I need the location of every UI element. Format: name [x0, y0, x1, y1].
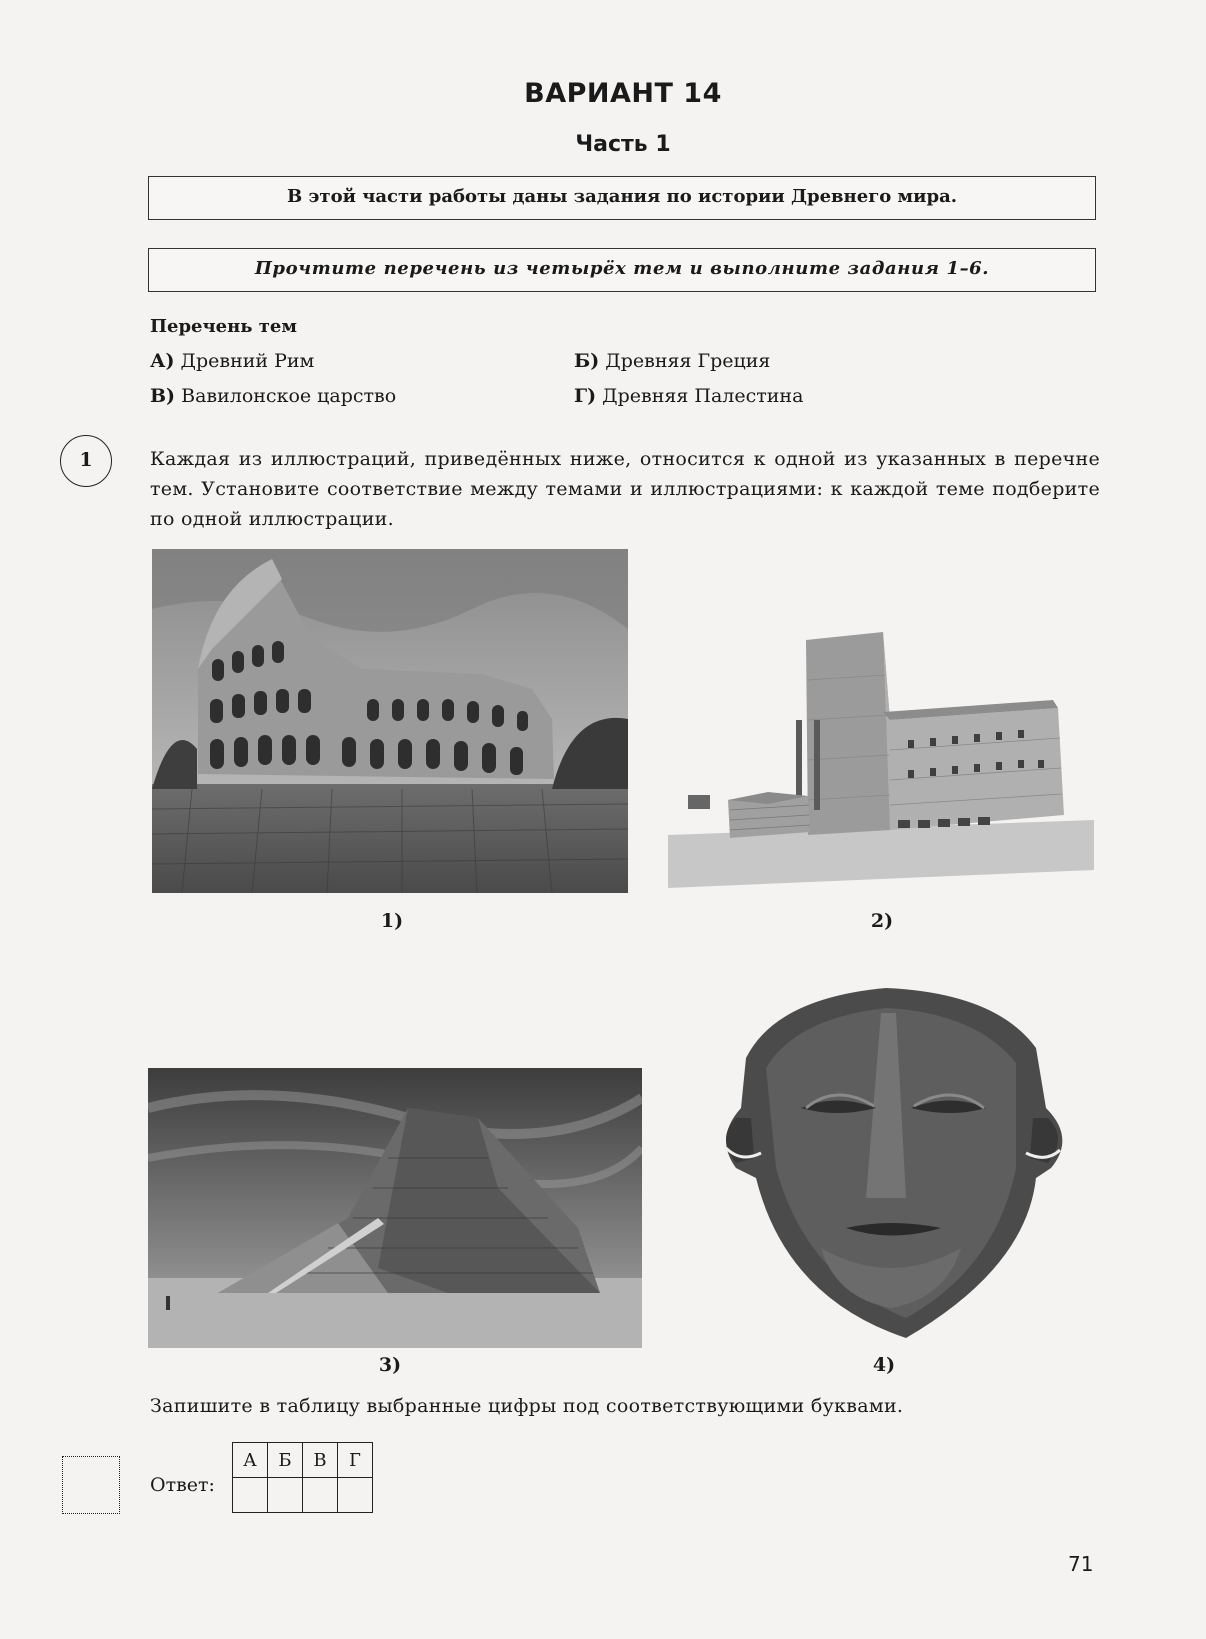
topic-text: Вавилонское царство: [181, 385, 397, 407]
task-text: Каждая из иллюстраций, приведённых ниже, относится к одной из указанных в перечне тем. Установите соответствие между темами и иллюстрациями: к каждой теме подберите по одной иллюстрации.: [150, 448, 1100, 530]
answer-cell-v[interactable]: [303, 1478, 338, 1513]
answer-cell-a[interactable]: [233, 1478, 268, 1513]
answer-cell-b[interactable]: [268, 1478, 303, 1513]
answer-column-a: А: [233, 1443, 268, 1478]
topic-letter: Б): [574, 350, 600, 372]
topic-text: Древняя Греция: [605, 350, 771, 372]
answer-column-b: Б: [268, 1443, 303, 1478]
topic-letter: В): [150, 385, 176, 407]
answer-input-row: [233, 1478, 373, 1513]
page-number: 71: [1068, 1552, 1094, 1576]
answer-column-g: Г: [338, 1443, 373, 1478]
topic-item-b: [574, 350, 770, 372]
topic-letter: Г): [574, 385, 597, 407]
score-box: [62, 1456, 120, 1514]
intro-note-box: В этой части работы даны задания по истории Древнего мира.: [148, 176, 1096, 220]
variant-title: ВАРИАНТ 14: [524, 78, 722, 109]
topic-item-v: [150, 385, 396, 407]
answer-table: [232, 1442, 373, 1513]
topic-text: Древний Рим: [180, 350, 315, 372]
part-title: Часть 1: [575, 132, 671, 157]
topic-item-a: [150, 350, 314, 372]
illustration-caption-1: 1): [380, 910, 404, 932]
instruction-box: Прочтите перечень из четырёх тем и выполните задания 1–6.: [148, 248, 1096, 292]
task-number-badge: 1: [60, 435, 112, 487]
illustration-caption-4: 4): [872, 1354, 896, 1376]
answer-label: Ответ:: [150, 1474, 215, 1496]
topic-item-g: [574, 385, 803, 407]
write-instruction: Запишите в таблицу выбранные цифры под соответствующими буквами.: [150, 1395, 904, 1417]
illustration-caption-2: 2): [870, 910, 894, 932]
colosseum-photo-icon: [152, 549, 628, 893]
answer-header-row: [233, 1443, 373, 1478]
temple-model-photo-icon: [668, 620, 1094, 888]
ziggurat-render-icon: [148, 1068, 642, 1348]
topic-text: Древняя Палестина: [602, 385, 804, 407]
answer-column-v: В: [303, 1443, 338, 1478]
illustration-caption-3: 3): [378, 1354, 402, 1376]
topics-heading: Перечень тем: [150, 316, 298, 337]
golden-mask-photo-icon: [706, 968, 1078, 1348]
topic-letter: А): [150, 350, 175, 372]
answer-cell-g[interactable]: [338, 1478, 373, 1513]
